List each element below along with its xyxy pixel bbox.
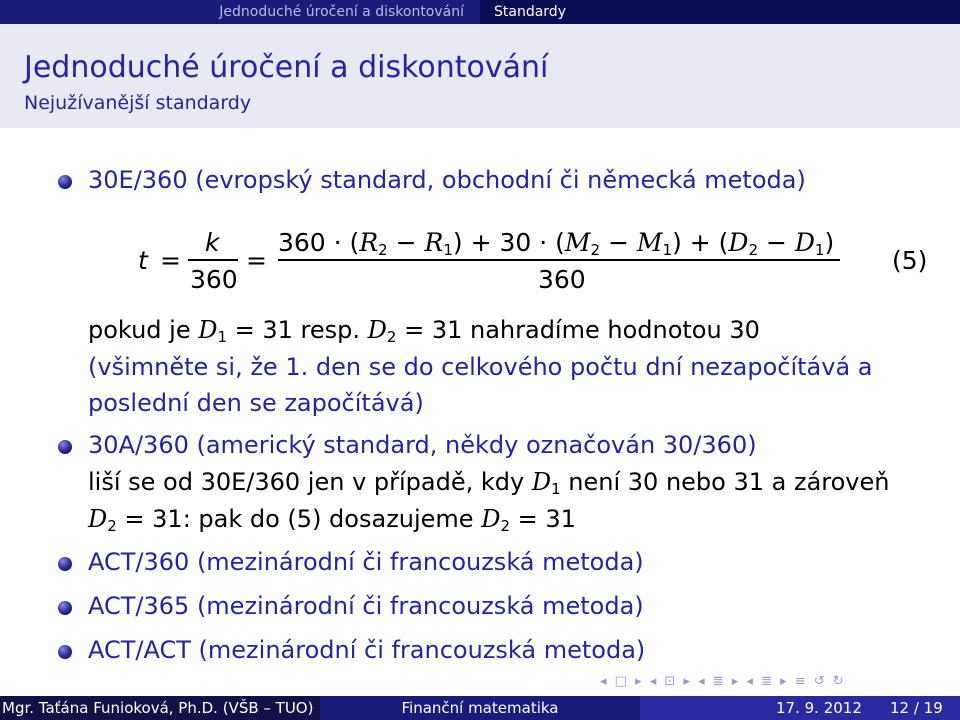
eq-k: k [205,228,220,257]
bullet-icon [58,440,72,454]
bullet-icon [58,175,72,189]
eq-fraction-bar-1 [188,259,238,261]
eq-equals-1: = [160,246,181,275]
top-navigation-bar [0,0,960,24]
nav-section-label: Jednoduché úročení a diskontování [219,4,464,20]
bullet-item-30a360: 30A/360 (americký standard, někdy označován 30/360) [88,431,757,459]
eq-denominator-2: 360 [538,265,586,294]
frame-title: Jednoduché úročení a diskontování [24,50,549,85]
bullet-icon [58,645,72,659]
bullet-item-30e360: 30E/360 (evropský standard, obchodní či německá metoda) [88,166,806,194]
footer-title: Finanční matematika [401,699,559,717]
nav-subsection-label: Standardy [494,4,566,20]
note-line-2: (všimněte si, že 1. den se do celkového počtu dní nezapočítává a [88,353,873,381]
bullet-2-line-2: $D_2 = 31$: pak do (5) dosazujeme $D_2 = 31$ [88,505,576,535]
eq-lhs-t: t [138,246,148,275]
bullet-item-act365: ACT/365 (mezinárodní či francouzská metoda) [88,592,644,620]
bullet-item-act360: ACT/360 (mezinárodní či francouzská metoda) [88,548,644,576]
eq-tag: (5) [892,246,928,275]
note-line-1: pokud je $D_1 = 31$ resp. $D_2 = 31$ nahradíme hodnotou 30 [88,316,760,346]
eq-fraction-bar-2 [278,259,840,261]
eq-denominator-1: 360 [190,265,238,294]
beamer-navigation-symbols[interactable]: ◂ □ ▸ ◂ ⊡ ▸ ◂ ≣ ▸ ◂ ≣ ▸ ≡ ↺ ↻ [600,674,846,689]
footer-bar [0,696,960,720]
frame-subtitle: Nejužívanější standardy [24,92,252,114]
bullet-icon [58,601,72,615]
footer-author-box [0,696,320,720]
footer-title-box [320,696,640,720]
eq-equals-2: = [246,246,267,275]
nav-subsection-link[interactable] [480,0,960,24]
footer-date: 17. 9. 2012 [776,699,862,717]
note-line-3: poslední den se započítává) [88,389,424,417]
frame-title-area [0,24,960,128]
footer-page-number: 12 / 19 [890,699,943,717]
eq-numerator-2: $360 \cdot (R_2 - R_1) + 30 \cdot (M_2 - M_1) + (D_2 - D_1)$ [278,228,835,259]
bullet-2-line-1: liší se od 30E/360 jen v případě, kdy $D_1$ není 30 nebo 31 a zároveň [88,468,890,498]
nav-section-link[interactable] [0,0,480,24]
footer-author: Mgr. Taťána Funioková, Ph.D. (VŠB – TUO) [2,699,314,717]
bullet-item-actact: ACT/ACT (mezinárodní či francouzská metoda) [88,636,646,664]
bullet-icon [58,557,72,571]
